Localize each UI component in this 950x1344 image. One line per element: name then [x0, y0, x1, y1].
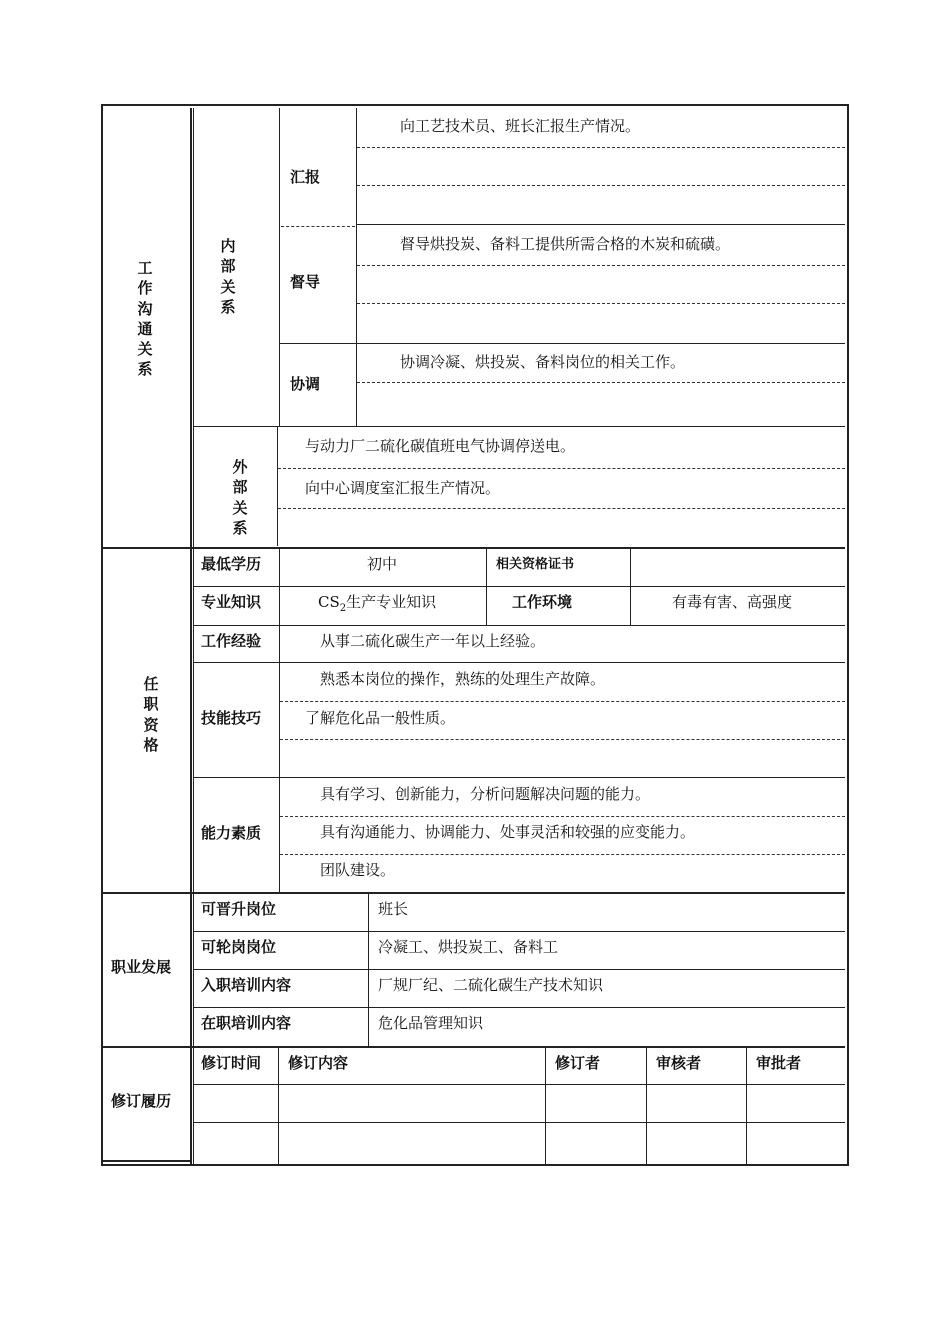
row-line [194, 586, 845, 587]
revision-header-reviewer: 审核者 [656, 1054, 702, 1072]
ability-line-2: 具有沟通能力、协调能力、处事灵活和较强的应变能力。 [320, 823, 696, 841]
row-line [357, 224, 845, 225]
certificate-label: 相关资格证书 [496, 557, 575, 572]
col-divider [279, 549, 280, 892]
section-divider [103, 1046, 845, 1048]
min-education-value: 初中 [367, 555, 398, 573]
col-divider [356, 108, 357, 426]
knowledge-value: $CS_2$生产专业知识 [318, 593, 437, 614]
section-divider [103, 547, 845, 549]
row-line [280, 343, 845, 344]
col-divider [278, 1048, 279, 1166]
section-title-qualification: 任职资格 [143, 675, 159, 754]
dashed-line [281, 226, 355, 227]
row-line [194, 931, 845, 932]
coordinate-label: 协调 [290, 375, 321, 393]
rotation-label: 可轮岗岗位 [201, 938, 277, 956]
row-line [194, 426, 845, 427]
skills-label: 技能技巧 [201, 709, 262, 727]
environment-value: 有毒有害、高强度 [672, 593, 793, 611]
ability-line-1: 具有学习、创新能力，分析问题解决问题的能力。 [320, 785, 651, 803]
dashed-line [357, 303, 845, 304]
dashed-line [357, 147, 845, 148]
skill-line-1: 熟悉本岗位的操作，熟练的处理生产故障。 [320, 670, 606, 688]
experience-value: 从事二硫化碳生产一年以上经验。 [320, 632, 546, 650]
internal-relations-title: 内部关系 [220, 237, 236, 316]
supervise-label: 督导 [290, 273, 321, 291]
coordinate-text: 协调冷凝、烘投炭、备料岗位的相关工作。 [400, 353, 686, 371]
promotion-value: 班长 [378, 900, 409, 918]
col-divider [630, 549, 631, 626]
min-education-label: 最低学历 [201, 555, 262, 573]
onboard-training-value: 厂规厂纪、二硫化碳生产技术知识 [378, 976, 604, 994]
section-title-career: 职业发展 [111, 958, 172, 976]
external-line-1: 与动力厂二硫化碳值班电气协调停送电。 [305, 437, 576, 455]
col-divider [746, 1048, 747, 1166]
dashed-line [357, 265, 845, 266]
ability-line-3: 团队建设。 [320, 861, 396, 879]
row-line [194, 662, 845, 663]
col-divider [368, 894, 369, 1046]
dashed-line [280, 816, 845, 817]
col-divider [486, 549, 487, 626]
row-line [103, 1160, 191, 1162]
onboard-training-label: 入职培训内容 [201, 976, 292, 994]
dashed-line [357, 382, 845, 383]
dashed-line [280, 701, 845, 702]
col-divider [545, 1048, 546, 1166]
revision-header-content: 修订内容 [288, 1054, 349, 1072]
external-line-2: 向中心调度室汇报生产情况。 [305, 479, 501, 497]
dashed-line [280, 854, 845, 855]
inservice-training-label: 在职培训内容 [201, 1014, 292, 1032]
external-relations-title: 外部关系 [232, 458, 248, 537]
col-divider [277, 426, 278, 546]
row-line [194, 1122, 845, 1123]
row-line [194, 625, 845, 626]
experience-label: 工作经验 [201, 632, 262, 650]
skill-line-2: 了解危化品一般性质。 [305, 709, 456, 727]
dashed-line [278, 468, 845, 469]
report-text: 向工艺技术员、班长汇报生产情况。 [400, 117, 641, 135]
col-divider [190, 108, 192, 1166]
dashed-line [357, 185, 845, 186]
dashed-line [280, 739, 845, 740]
section-divider [103, 892, 845, 894]
revision-header-approver: 审批者 [756, 1054, 802, 1072]
section-title-revision: 修订履历 [111, 1092, 172, 1110]
row-line [194, 969, 845, 970]
col-divider [279, 108, 280, 426]
row-line [194, 777, 845, 778]
section-title-communication: 工作沟通关系 [137, 259, 153, 379]
rotation-value: 冷凝工、烘投炭工、备料工 [378, 938, 559, 956]
knowledge-label: 专业知识 [201, 593, 262, 611]
row-line [194, 1007, 845, 1008]
row-line [194, 1084, 845, 1085]
ability-label: 能力素质 [201, 824, 262, 842]
dashed-line [278, 508, 845, 509]
supervise-text: 督导烘投炭、备料工提供所需合格的木炭和硫磺。 [400, 235, 731, 253]
col-divider [646, 1048, 647, 1166]
report-label: 汇报 [290, 168, 321, 186]
inservice-training-value: 危化品管理知识 [378, 1014, 484, 1032]
promotion-label: 可晋升岗位 [201, 900, 277, 918]
revision-header-reviser: 修订者 [555, 1054, 601, 1072]
environment-label: 工作环境 [512, 593, 573, 611]
revision-header-time: 修订时间 [201, 1054, 262, 1072]
